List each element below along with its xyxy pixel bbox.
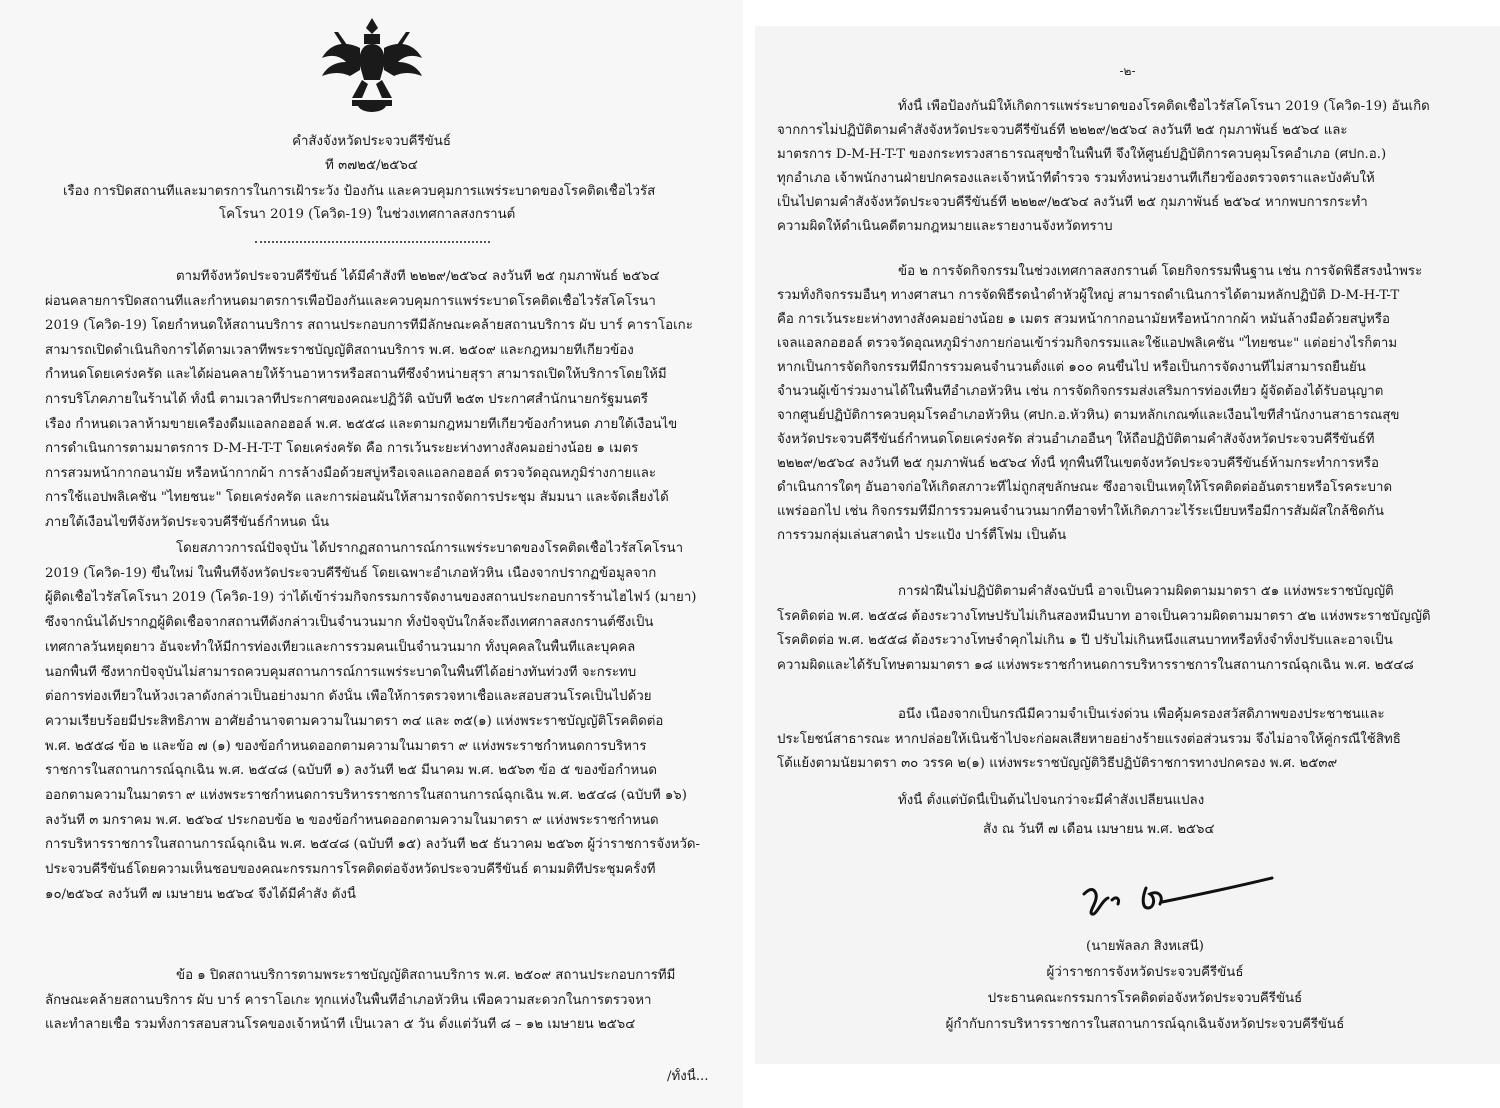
signature-icon — [1078, 872, 1278, 932]
paragraph-line: ซึ่งจากนั้นได้ปรากฏผู้ติดเชื้อจากสถานที่ดังกล่าวเป็นจำนวนมาก ทั้งปัจจุบันใกล้จะถึงเทศกาลสงกรานต์ซึ่งเป็น — [45, 615, 654, 631]
paragraph-line: 2019 (โควิด-19) โดยกำหนดให้สถานบริการ สถานประกอบการที่มีลักษณะคล้ายสถานบริการ ผับ บาร์ คาราโอเกะ — [45, 318, 693, 334]
paragraph-line: การสวมหน้ากากอนามัย หรือหน้ากากผ้า การล้างมือด้วยสบู่หรือเจลแอลกอฮอล์ ตรวจวัดอุณหภูมิร่างกายและ — [45, 465, 657, 481]
paragraph-line: ผู้ติดเชื้อไวรัสโคโรนา 2019 (โควิด-19) ว่าได้เข้าร่วมกิจกรรมการจัดงานของสถานประกอบการร้านไฮไฟว์ (มายา) — [45, 590, 697, 606]
paragraph-line: นอกพื้นที่ ซึ่งหากปัจจุบันไม่สามารถควบคุมสถานการณ์การแพร่ระบาดในพื้นที่ได้อย่างทันท่วงที จะกระทบ — [45, 664, 637, 680]
paragraph-line: สามารถเปิดดำเนินกิจการได้ตามเวลาที่พระราชบัญญัติสถานบริการ พ.ศ. ๒๕๐๙ และกฎหมายที่เกี่ยวข้อง — [45, 342, 634, 358]
paragraph-line: ๒๒๒๙/๒๕๖๔ ลงวันที่ ๒๕ กุมภาพันธ์ ๒๕๖๔ ทั้งนี้ ทุกพื้นที่ในเขตจังหวัดประจวบคีรีขันธ์ห้ามกระทำการหรือ — [777, 456, 1380, 471]
paragraph-line: การบริหารราชการในสถานการณ์ฉุกเฉิน พ.ศ. ๒๕๔๘ (ฉบับที่ ๑๕) ลงวันที่ ๒๕ ธันวาคม ๒๕๖๓ ผู้ว่าราชการจังหวัด- — [45, 837, 701, 853]
paragraph-line: ทั้งนี้ เพื่อป้องกันมิให้เกิดการแพร่ระบาดของโรคติดเชื้อไวรัสโคโรนา 2019 (โควิด-19) อันเกิด — [898, 99, 1430, 114]
signer-name: (นายพัลลภ สิงหเสนี) — [1086, 939, 1204, 954]
divider — [255, 241, 490, 243]
page-number: -๒- — [1119, 64, 1136, 78]
paragraph-line: ความเรียบร้อยมีประสิทธิภาพ อาศัยอำนาจตามความในมาตรา ๓๔ และ ๓๕(๑) แห่งพระราชบัญญัติโรคติดต่อ — [45, 713, 664, 729]
order-heading: คำสั่งจังหวัดประจวบคีรีขันธ์ — [292, 134, 451, 149]
paragraph-line: ลักษณะคล้ายสถานบริการ ผับ บาร์ คาราโอเกะ ทุกแห่งในพื้นที่อำเภอหัวหิน เพื่อความสะดวกในการตรวจหา — [45, 992, 652, 1008]
paragraph-line: ความผิดและได้รับโทษตามมาตรา ๑๘ แห่งพระราชกำหนดการบริหารราชการในสถานการณ์ฉุกเฉิน พ.ศ. ๒๕๔๘ — [777, 657, 1414, 673]
paragraph-line: ข้อ ๑ ปิดสถานบริการตามพระราชบัญญัติสถานบริการ พ.ศ. ๒๕๐๙ สถานประกอบการที่มี — [176, 968, 676, 983]
paragraph-line: จากศูนย์ปฏิบัติการควบคุมโรคอำเภอหัวหิน (ศปก.อ.หัวหิน) ตามหลักเกณฑ์และเงื่อนไขที่สำนักงานสาธารณสุข — [777, 408, 1400, 423]
paragraph-line: โดยสภาวการณ์ปัจจุบัน ได้ปรากฏสถานการณ์การแพร่ระบาดของโรคติดเชื้อไวรัสโคโรนา — [176, 541, 684, 556]
paragraph-line: จากการไม่ปฏิบัติตามคำสั่งจังหวัดประจวบคีรีขันธ์ที่ ๒๒๒๙/๒๕๖๔ ลงวันที่ ๒๕ กุมภาพันธ์ ๒๕๖๔ และ — [777, 123, 1348, 138]
paragraph-line: อนึ่ง เนื่องจากเป็นกรณีมีความจำเป็นเร่งด่วน เพื่อคุ้มครองสวัสดิภาพของประชาชนและ — [898, 707, 1385, 722]
paragraph-line: ราชการในสถานการณ์ฉุกเฉิน พ.ศ. ๒๕๔๘ (ฉบับที่ ๑) ลงวันที่ ๒๕ มีนาคม พ.ศ. ๒๕๖๓ ข้อ ๕ ของข้อกำหนด — [45, 763, 658, 779]
signer-title: ผู้กำกับการบริหารราชการในสถานการณ์ฉุกเฉินจังหวัดประจวบคีรีขันธ์ — [945, 1017, 1345, 1032]
paragraph-line: หากเป็นการจัดกิจกรรมที่มีการรวมคนจำนวนตั้งแต่ ๑๐๐ คนขึ้นไป หรือเป็นการจัดงานที่ไม่สามารถยืนยัน — [777, 360, 1366, 375]
paragraph-line: เทศกาลวันหยุดยาว อันจะทำให้มีการท่องเที่ยวและการรวมคนเป็นจำนวนมาก ทั้งบุคคลในพื้นที่และบุคคล — [45, 639, 636, 655]
order-subject-line: เรื่อง การปิดสถานที่และมาตรการในการเฝ้าระวัง ป้องกัน และควบคุมการแพร่ระบาดของโรคติดเชื้อไวรัส — [63, 184, 656, 199]
garuda-emblem-icon — [318, 14, 426, 118]
paragraph-line: ทุกอำเภอ เจ้าพนักงานฝ่ายปกครองและเจ้าหน้าที่ตำรวจ รวมทั้งหน่วยงานที่เกี่ยวข้องตรวจตราและบังคับให้ — [777, 171, 1375, 186]
paragraph-line: เจลแอลกอฮอล์ ตรวจวัดอุณหภูมิร่างกายก่อนเข้าร่วมกิจกรรมและใช้แอปพลิเคชั่น "ไทยชนะ" แต่อย่างไรก็ตาม — [777, 336, 1398, 351]
paragraph-line: ข้อ ๒ การจัดกิจกรรมในช่วงเทศกาลสงกรานต์ โดยกิจกรรมพื้นฐาน เช่น การจัดพิธีสรงน้ำพระ — [898, 264, 1423, 279]
paragraph-line: การบริโภคภายในร้านได้ ทั้งนี้ ตามเวลาที่ประกาศของคณะปฏิวัติ ฉบับที่ ๒๕๓ ประกาศสำนักนายกรัฐมนตรี — [45, 392, 649, 407]
paragraph-line: การดำเนินการตามมาตรการ D-M-H-T-T โดยเคร่งครัด คือ การเว้นระยะห่างทางสังคมอย่างน้อย ๑ เมตร — [45, 441, 639, 457]
paragraph-line: พ.ศ. ๒๕๕๘ ข้อ ๒ และข้อ ๗ (๑) ของข้อกำหนดออกตามความในมาตรา ๙ แห่งพระราชกำหนดการบริหาร — [45, 738, 647, 754]
order-number: ที่ ๓๗๒๕/๒๕๖๔ — [325, 158, 418, 173]
paragraph-line: การฝ่าฝืนไม่ปฏิบัติตามคำสั่งฉบับนี้ อาจเป็นความผิดตามมาตรา ๕๑ แห่งพระราชบัญญัติ — [898, 584, 1394, 599]
signer-title: ประธานคณะกรรมการโรคติดต่อจังหวัดประจวบคีรีขันธ์ — [987, 991, 1303, 1006]
order-subject-line: โคโรนา 2019 (โควิด-19) ในช่วงเทศกาลสงกรานต์ — [219, 207, 516, 222]
paragraph-line: ลงวันที่ ๓ มกราคม พ.ศ. ๒๕๖๔ ประกอบข้อ ๒ ของข้อกำหนดออกตามความในมาตรา ๙ แห่งพระราชกำหนด — [45, 812, 659, 828]
paragraph-line: คือ การเว้นระยะห่างทางสังคมอย่างน้อย ๑ เมตร สวมหน้ากากอนามัยหรือหน้ากากผ้า หมั่นล้างมือด้วยสบู่หรือ — [777, 312, 1391, 327]
paragraph-line: ๑๐/๒๕๖๔ ลงวันที่ ๗ เมษายน ๒๕๖๔ จึงได้มีคำสั่ง ดังนี้ — [45, 886, 357, 902]
paragraph-line: รวมทั้งกิจกรรมอื่นๆ ทางศาสนา การจัดพิธีรดน้ำดำหัวผู้ใหญ่ สามารถดำเนินการได้ตามหลักปฏิบัติ D-M-H-T-T — [777, 288, 1400, 303]
continuation-marker: /ทั้งนี้... — [667, 1069, 709, 1084]
paragraph-line: ประจวบคีรีขันธ์โดยความเห็นชอบของคณะกรรมการโรคติดต่อจังหวัดประจวบคีรีขันธ์ ตามมติที่ประชุมครั้งที่ — [45, 862, 656, 878]
paragraph-line: ดำเนินการใดๆ อันอาจก่อให้เกิดสภาวะที่ไม่ถูกสุขลักษณะ ซึ่งอาจเป็นเหตุให้โรคติดต่ออันตรายหรือโรคระบาด — [777, 480, 1393, 495]
paragraph-line: โรคติดต่อ พ.ศ. ๒๕๕๘ ต้องระวางโทษปรับไม่เกินสองหมื่นบาท อาจเป็นความผิดตามมาตรา ๕๒ แห่งพระราชบัญญัติ — [777, 608, 1431, 624]
paragraph-line: มาตรการ D-M-H-T-T ของกระทรวงสาธารณสุขซ้ำในพื้นที่ จึงให้ศูนย์ปฏิบัติการควบคุมโรคอำเภอ (ศปก.อ.) — [777, 147, 1387, 162]
paragraph-line: กำหนดโดยเคร่งครัด และได้ผ่อนคลายให้ร้านอาหารหรือสถานที่ซึ่งจำหน่ายสุรา สามารถเปิดให้บริการโดยให้มี — [45, 367, 667, 383]
paragraph-line: ตามที่จังหวัดประจวบคีรีขันธ์ ได้มีคำสั่งที่ ๒๒๒๙/๒๕๖๔ ลงวันที่ ๒๕ กุมภาพันธ์ ๒๕๖๔ — [176, 269, 660, 284]
paragraph-line: ความผิดให้ดำเนินคดีตามกฎหมายและรายงานจังหวัดทราบ — [777, 219, 1113, 234]
paragraph-line: โรคติดต่อ พ.ศ. ๒๕๕๘ ต้องระวางโทษจำคุกไม่เกิน ๑ ปี ปรับไม่เกินหนึ่งแสนบาทหรือทั้งจำทั้งปรับและอาจเป็น — [777, 633, 1393, 648]
effective-statement: ทั้งนี้ ตั้งแต่บัดนี้เป็นต้นไปจนกว่าจะมีคำสั่งเปลี่ยนแปลง — [898, 793, 1205, 808]
paragraph-line: ภายใต้เงื่อนไขที่จังหวัดประจวบคีรีขันธ์กำหนด นั้น — [45, 515, 330, 530]
document-page-1 — [0, 0, 743, 1108]
paragraph-line: การใช้แอปพลิเคชั่น "ไทยชนะ" โดยเคร่งครัด และการผ่อนผันให้สามารถจัดการประชุม สัมมนา และจัดเลี้ยงได้ — [45, 490, 669, 506]
paragraph-line: การรวมกลุ่มเล่นสาดน้ำ ประแป้ง ปาร์ตี้โฟม เป็นต้น — [777, 528, 1067, 543]
paragraph-line: จำนวนผู้เข้าร่วมงานได้ในพื้นที่อำเภอหัวหิน เช่น การจัดกิจกรรมส่งเสริมการท่องเที่ยว ผู้จัดต้องได้รับอนุญาต — [777, 384, 1384, 399]
paragraph-line: โต้แย้งตามนัยมาตรา ๓๐ วรรค ๒(๑) แห่งพระราชบัญญัติวิธีปฏิบัติราชการทางปกครอง พ.ศ. ๒๕๓๙ — [777, 756, 1338, 771]
ordered-date: สั่ง ณ วันที่ ๗ เดือน เมษายน พ.ศ. ๒๕๖๔ — [983, 822, 1215, 837]
signer-title: ผู้ว่าราชการจังหวัดประจวบคีรีขันธ์ — [1046, 965, 1244, 980]
paragraph-line: และทำลายเชื้อ รวมทั้งการสอบสวนโรคของเจ้าหน้าที่ เป็นเวลา ๕ วัน ตั้งแต่วันที่ ๘ – ๑๒ เมษายน ๒๕๖๔ — [45, 1017, 636, 1033]
paragraph-line: ประโยชน์สาธารณะ หากปล่อยให้เนิ่นช้าไปจะก่อผลเสียหายอย่างร้ายแรงต่อส่วนรวม จึงไม่อาจให้คู่กรณีใช้สิทธิ — [777, 731, 1401, 747]
paragraph-line: เป็นไปตามคำสั่งจังหวัดประจวบคีรีขันธ์ที่ ๒๒๒๙/๒๕๖๔ ลงวันที่ ๒๕ กุมภาพันธ์ ๒๕๖๔ หากพบการกระทำ — [777, 195, 1368, 210]
paragraph-line: แพร่ออกไป เช่น กิจกรรมที่มีการรวมคนจำนวนมากที่อาจทำให้เกิดภาวะไร้ระเบียบหรือมีการสัมผัสใกล้ชิดกัน — [777, 504, 1384, 519]
paragraph-line: เรื่อง กำหนดเวลาห้ามขายเครื่องดื่มแอลกอฮอล์ พ.ศ. ๒๕๕๘ และตามกฎหมายที่เกี่ยวข้องกำหนด ภายใต้เงื่อนไข — [45, 416, 678, 432]
paragraph-line: จังหวัดประจวบคีรีขันธ์กำหนดโดยเคร่งครัด ส่วนอำเภออื่นๆ ให้ถือปฏิบัติตามคำสั่งจังหวัดประจวบคีรีขันธ์ที่ — [777, 432, 1375, 447]
paragraph-line: ผ่อนคลายการปิดสถานที่และกำหนดมาตรการเพื่อป้องกันและควบคุมการแพร่ระบาดโรคติดเชื้อไวรัสโคโรนา — [45, 293, 656, 309]
paragraph-line: ต่อการท่องเที่ยวในห้วงเวลาดังกล่าวเป็นอย่างมาก ดังนั้น เพื่อให้การตรวจหาเชื้อและสอบสวนโรคเป็นไปด้วย — [45, 689, 652, 705]
paragraph-line: 2019 (โควิด-19) ขึ้นใหม่ ในพื้นที่จังหวัดประจวบคีรีขันธ์ โดยเฉพาะอำเภอหัวหิน เนื่องจากปรากฏข้อมูลจาก — [45, 565, 657, 581]
paragraph-line: ออกตามความในมาตรา ๙ แห่งพระราชกำหนดการบริหารราชการในสถานการณ์ฉุกเฉิน พ.ศ. ๒๕๔๘ (ฉบับที่ ๑๖) — [45, 788, 687, 803]
